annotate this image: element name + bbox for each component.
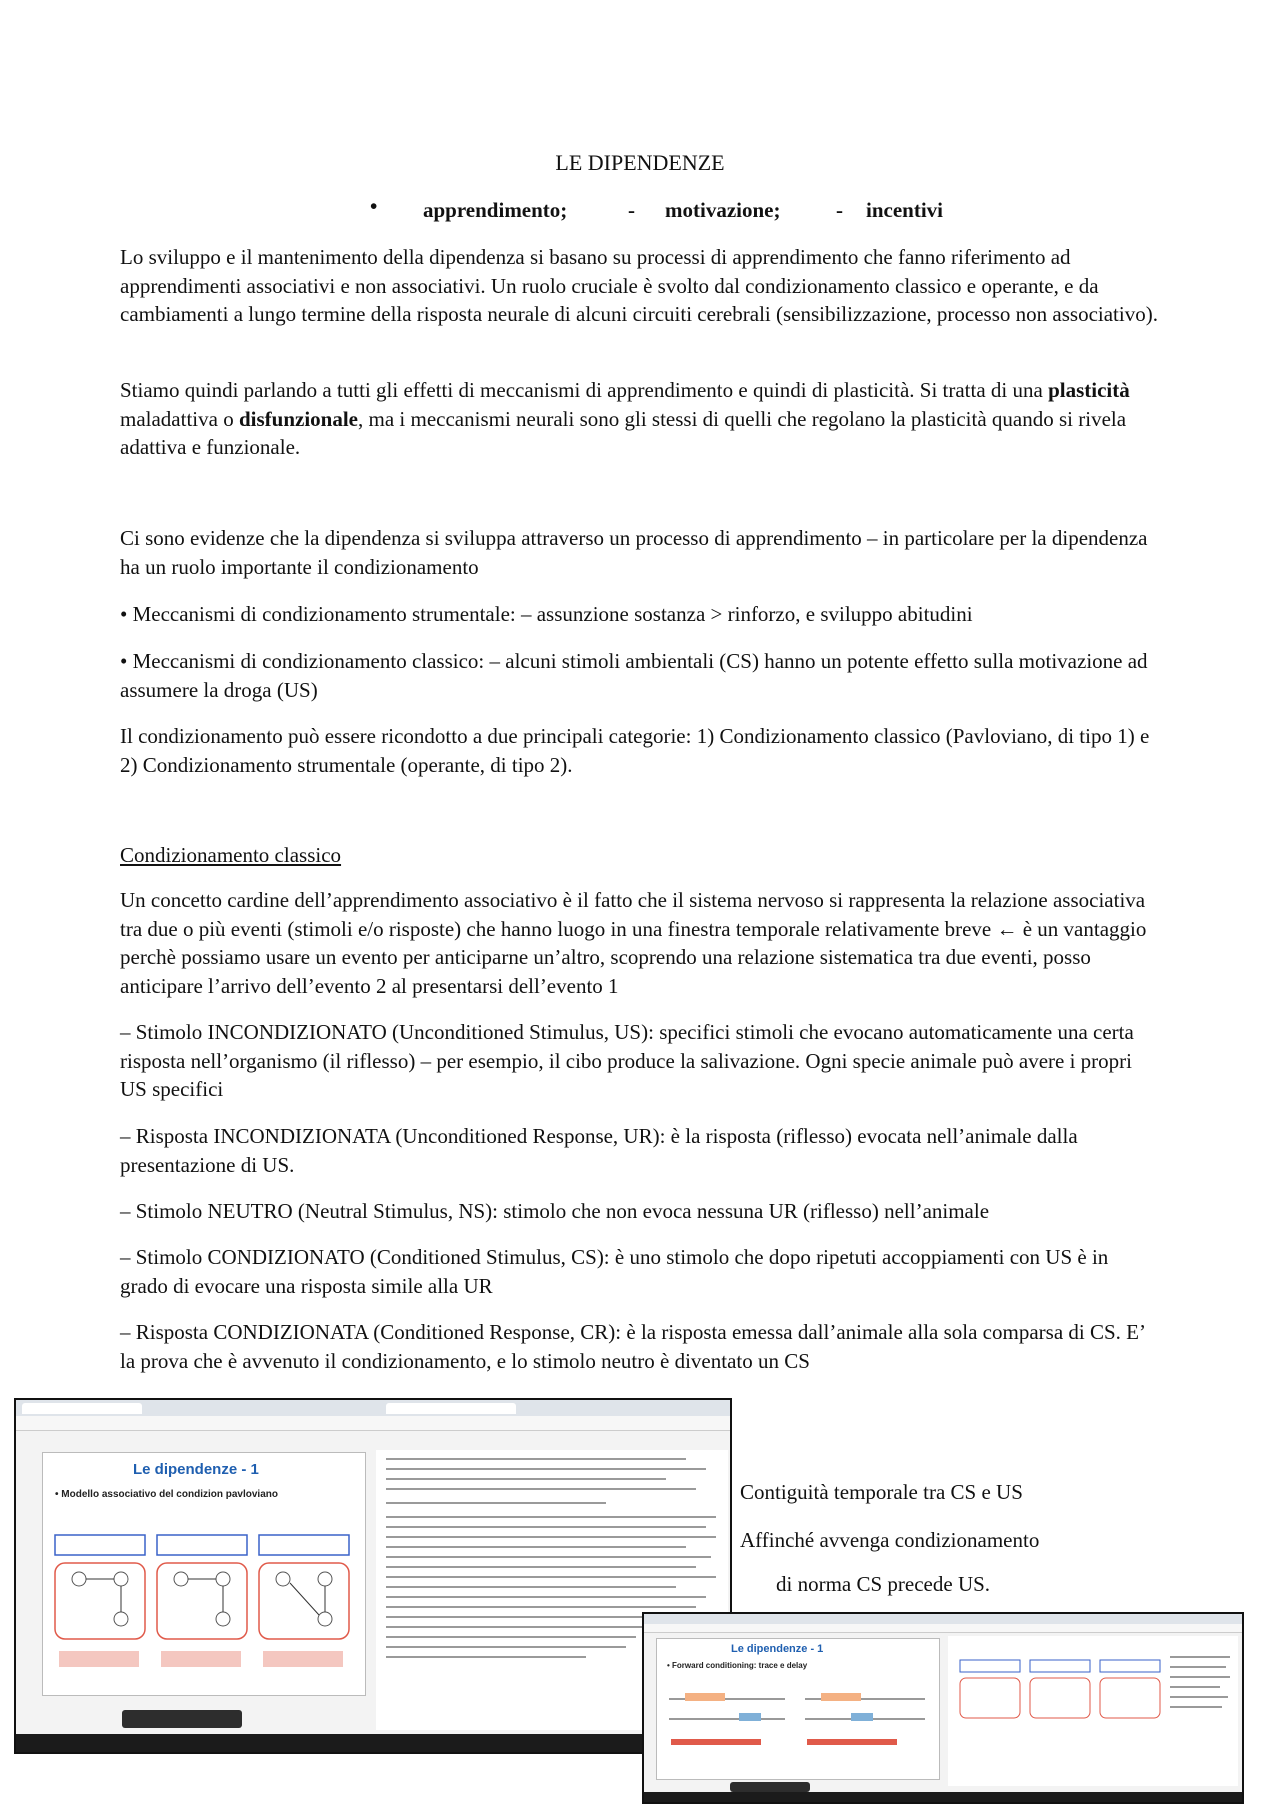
slide-title: Le dipendenze - 1 [133,1461,259,1478]
topic-motivazione: motivazione; [665,198,781,222]
pdf-viewer-toolbar[interactable] [122,1710,242,1728]
bold-term: plasticità [1048,378,1130,402]
paragraph: Lo sviluppo e il mantenimento della dipendenza si basano su processi di apprendimento che fanno riferimento ad apprendimenti associativi e non associativi. Un ruolo cruciale è svolto dal condizionamento classico e operante, e da cambiamenti a lungo termine della risposta neurale di alcuni circuiti cerebrali (sensibilizzazione, processo non associativo). [120,245,1158,326]
pavlov-diagram-thumbnail [956,1656,1166,1726]
page-title: LE DIPENDENZE [555,150,725,175]
browser-tabbar [16,1400,730,1416]
definition-item: – Risposta CONDIZIONATA (Conditioned Response, CR): è la risposta emessa dall’animale alla sola comparsa di CS. E’ la prova che è avvenuto il condizionamento, e lo stimolo neutro è diventato un CS [120,1320,1145,1373]
screenshot-slides-and-notes [14,1398,732,1754]
note-cs-precedes-us: di norma CS precede US. [776,1572,991,1596]
topic-separator: - [628,198,635,222]
definition-item: – Stimolo CONDIZIONATO (Conditioned Stimulus, CS): è uno stimolo che dopo ripetuti accoppiamenti con US è in grado di evocare una risposta simile alla UR [120,1245,1109,1298]
browser-tabbar [644,1614,1242,1624]
slide-title: Le dipendenze - 1 [731,1643,824,1655]
slide-bullet: • Forward conditioning: trace e delay [667,1661,808,1670]
topic-incentivi: incentivi [866,198,943,222]
definition-item: – Stimolo NEUTRO (Neutral Stimulus, NS): stimolo che non evoca nessuna UR (riflesso) nell’animale [120,1199,990,1223]
timing-diagram [665,1683,931,1773]
note-condition: Affinché avvenga condizionamento [740,1528,1040,1552]
list-item: • Meccanismi di condizionamento classico: – alcuni stimoli ambientali (CS) hanno un potente effetto sulla motivazione ad assumere la droga (US) [120,649,1148,702]
document-preview [948,1636,1238,1786]
browser-address-bar [644,1624,1242,1633]
pavlov-diagram [49,1511,359,1691]
note-contiguity: Contiguità temporale tra CS e US [740,1480,1023,1504]
os-taskbar [644,1792,1242,1802]
os-taskbar [16,1734,730,1752]
slide-preview [656,1638,940,1780]
paragraph: Un concetto cardine dell’apprendimento associativo è il fatto che il sistema nervoso si rappresenta la relazione associativa tra due o più eventi (stimoli e/o risposte) che hanno luogo in una finestra temporale relativamente breve ← è un vantaggio perchè possiamo usare un evento per anticiparne un’altro, scoprendo una relazione sistematica tra due eventi, posso anticipare l’arrivo dell’evento 2 al presentarsi dell’evento 1 [120,888,1147,998]
topic-separator: - [836,198,843,222]
definition-item: – Risposta INCONDIZIONATA (Unconditioned Response, UR): è la risposta (riflesso) evocata nell’animale dalla presentazione di US. [120,1124,1078,1177]
paragraph: Stiamo quindi parlando a tutti gli effetti di meccanismi di apprendimento e quindi di plasticità. Si tratta di una plasticità maladattiva o disfunzionale, ma i meccanismi neurali sono gli stessi di quelli che regolano la plasticità quando si rivela adattiva e funzionale. [120,378,1130,459]
section-heading: Condizionamento classico [120,843,342,867]
pdf-viewer-toolbar[interactable] [730,1782,810,1792]
screenshot-forward-conditioning [642,1612,1244,1804]
paragraph: Ci sono evidenze che la dipendenza si sviluppa attraverso un processo di apprendimento – in particolare per la dipendenza ha un ruolo importante il condizionamento [120,526,1148,579]
slide-preview [42,1452,366,1696]
slide-bullet: • Modello associativo del condizion pavloviano [55,1489,278,1500]
bold-term: disfunzionale [238,406,358,431]
list-item: • Meccanismi di condizionamento strumentale: – assunzione sostanza > rinforzo, e sviluppo abitudini [120,602,973,626]
paragraph: Il condizionamento può essere ricondotto a due principali categorie: 1) Condizionamento classico (Pavloviano, di tipo 1) e 2) Condizionamento strumentale (operante, di tipo 2). [120,724,1150,777]
definition-item: – Stimolo INCONDIZIONATO (Unconditioned Stimulus, US): specifici stimoli che evocano automaticamente una certa risposta nell’organismo (il riflesso) – per esempio, il cibo produce la salivazione. Ogni specie animale può avere i propri US specifici [120,1020,1134,1101]
bullet-icon: • [370,194,378,218]
topic-apprendimento: apprendimento; [423,198,568,222]
browser-address-bar [16,1416,730,1431]
